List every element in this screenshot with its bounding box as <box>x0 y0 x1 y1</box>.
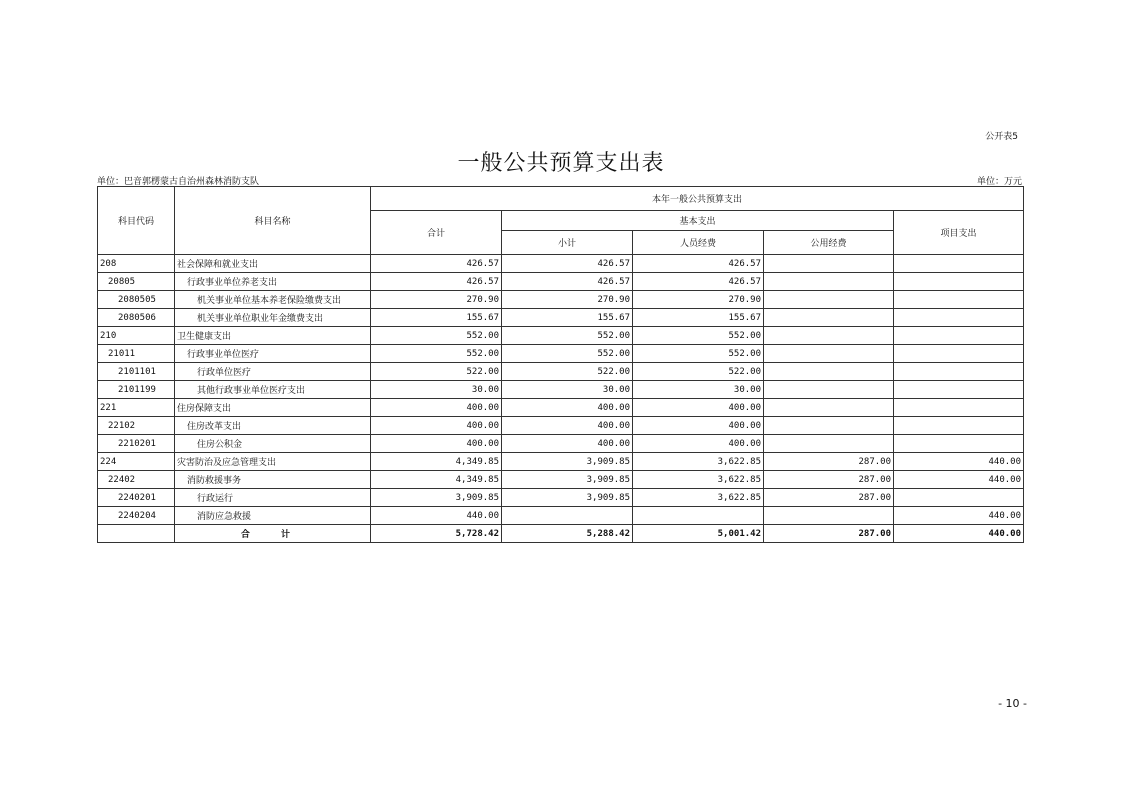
header-subtotal: 小计 <box>502 231 633 255</box>
subject-code-cell: 221 <box>98 399 175 417</box>
subject-code-cell: 20805 <box>98 273 175 291</box>
public-cell: 287.00 <box>764 489 894 507</box>
public-cell <box>764 255 894 273</box>
project-cell <box>894 399 1024 417</box>
subtotal-cell: 3,909.85 <box>502 489 633 507</box>
subtotal-cell: 155.67 <box>502 309 633 327</box>
public-cell <box>764 291 894 309</box>
personnel-cell: 3,622.85 <box>633 489 764 507</box>
total-cell: 3,909.85 <box>371 489 502 507</box>
project-cell <box>894 255 1024 273</box>
header-current-year: 本年一般公共预算支出 <box>371 187 1024 211</box>
header-public: 公用经费 <box>764 231 894 255</box>
table-row <box>98 327 1024 345</box>
subject-code-cell: 2240204 <box>98 507 175 525</box>
subtotal-cell: 270.90 <box>502 291 633 309</box>
personnel-cell: 3,622.85 <box>633 471 764 489</box>
total-cell: 552.00 <box>371 327 502 345</box>
subject-name-cell: 住房改革支出 <box>175 417 371 435</box>
table-row <box>98 507 1024 525</box>
table-row <box>98 453 1024 471</box>
total-cell: 426.57 <box>371 273 502 291</box>
personnel-cell: 552.00 <box>633 345 764 363</box>
subject-code-cell: 208 <box>98 255 175 273</box>
public-cell <box>764 417 894 435</box>
personnel-cell: 400.00 <box>633 417 764 435</box>
public-cell <box>764 273 894 291</box>
subject-code-cell: 21011 <box>98 345 175 363</box>
subtotal-cell: 30.00 <box>502 381 633 399</box>
total-sum: 5,728.42 <box>371 525 502 543</box>
total-public: 287.00 <box>764 525 894 543</box>
public-cell <box>764 363 894 381</box>
total-cell: 4,349.85 <box>371 471 502 489</box>
total-personnel: 5,001.42 <box>633 525 764 543</box>
project-cell <box>894 381 1024 399</box>
subject-name-cell: 行政事业单位医疗 <box>175 345 371 363</box>
subject-code-cell: 2080506 <box>98 309 175 327</box>
subtotal-cell: 552.00 <box>502 345 633 363</box>
subtotal-cell: 400.00 <box>502 399 633 417</box>
subtotal-cell: 3,909.85 <box>502 453 633 471</box>
subject-name-cell: 机关事业单位基本养老保险缴费支出 <box>175 291 371 309</box>
total-cell: 400.00 <box>371 399 502 417</box>
personnel-cell <box>633 507 764 525</box>
subject-name-cell: 机关事业单位职业年金缴费支出 <box>175 309 371 327</box>
project-cell <box>894 309 1024 327</box>
total-cell: 426.57 <box>371 255 502 273</box>
subtotal-cell: 426.57 <box>502 255 633 273</box>
header-name: 科目名称 <box>175 187 371 255</box>
total-cell: 552.00 <box>371 345 502 363</box>
total-code-cell <box>98 525 175 543</box>
subject-code-cell: 210 <box>98 327 175 345</box>
table-body <box>98 255 1024 525</box>
header-code: 科目代码 <box>98 187 175 255</box>
subject-name-cell: 行政事业单位养老支出 <box>175 273 371 291</box>
subject-code-cell: 2101101 <box>98 363 175 381</box>
subject-name-cell: 消防救援事务 <box>175 471 371 489</box>
subject-code-cell: 22102 <box>98 417 175 435</box>
subtotal-cell: 522.00 <box>502 363 633 381</box>
subject-code-cell: 224 <box>98 453 175 471</box>
subject-code-cell: 2240201 <box>98 489 175 507</box>
header-total: 合计 <box>371 211 502 255</box>
personnel-cell: 155.67 <box>633 309 764 327</box>
subtotal-cell: 3,909.85 <box>502 471 633 489</box>
subtotal-cell: 400.00 <box>502 417 633 435</box>
total-subtotal: 5,288.42 <box>502 525 633 543</box>
personnel-cell: 30.00 <box>633 381 764 399</box>
subtotal-cell <box>502 507 633 525</box>
page-number: - 10 - <box>998 697 1027 710</box>
project-cell <box>894 489 1024 507</box>
personnel-cell: 400.00 <box>633 399 764 417</box>
table-row <box>98 489 1024 507</box>
public-cell <box>764 399 894 417</box>
public-cell <box>764 327 894 345</box>
subtotal-cell: 426.57 <box>502 273 633 291</box>
table-row <box>98 417 1024 435</box>
total-cell: 440.00 <box>371 507 502 525</box>
project-cell <box>894 291 1024 309</box>
header-basic: 基本支出 <box>502 211 894 231</box>
table-row <box>98 291 1024 309</box>
total-label: 合 计 <box>175 525 371 543</box>
table-row <box>98 363 1024 381</box>
project-cell <box>894 417 1024 435</box>
subject-code-cell: 2080505 <box>98 291 175 309</box>
subject-name-cell: 住房保障支出 <box>175 399 371 417</box>
project-cell: 440.00 <box>894 507 1024 525</box>
public-cell <box>764 435 894 453</box>
form-code: 公开表5 <box>985 132 1018 142</box>
subject-name-cell: 行政运行 <box>175 489 371 507</box>
personnel-cell: 400.00 <box>633 435 764 453</box>
personnel-cell: 552.00 <box>633 327 764 345</box>
total-cell: 30.00 <box>371 381 502 399</box>
total-cell: 400.00 <box>371 417 502 435</box>
public-cell: 287.00 <box>764 471 894 489</box>
project-cell <box>894 327 1024 345</box>
personnel-cell: 3,622.85 <box>633 453 764 471</box>
personnel-cell: 270.90 <box>633 291 764 309</box>
subject-name-cell: 灾害防治及应急管理支出 <box>175 453 371 471</box>
public-cell <box>764 381 894 399</box>
table-row <box>98 309 1024 327</box>
header-project: 项目支出 <box>894 211 1024 255</box>
subtotal-cell: 400.00 <box>502 435 633 453</box>
table-row <box>98 273 1024 291</box>
subject-name-cell: 其他行政事业单位医疗支出 <box>175 381 371 399</box>
total-cell: 270.90 <box>371 291 502 309</box>
public-cell <box>764 309 894 327</box>
subtotal-cell: 552.00 <box>502 327 633 345</box>
organization-unit: 单位：巴音郭楞蒙古自治州森林消防支队 <box>97 177 260 187</box>
total-project: 440.00 <box>894 525 1024 543</box>
total-cell: 522.00 <box>371 363 502 381</box>
public-cell <box>764 345 894 363</box>
table-row <box>98 399 1024 417</box>
table-row <box>98 345 1024 363</box>
document-title: 一般公共预算支出表 <box>457 151 665 176</box>
project-cell <box>894 345 1024 363</box>
public-cell: 287.00 <box>764 453 894 471</box>
header-personnel: 人员经费 <box>633 231 764 255</box>
subject-code-cell: 2210201 <box>98 435 175 453</box>
subject-name-cell: 消防应急救援 <box>175 507 371 525</box>
public-cell <box>764 507 894 525</box>
project-cell <box>894 273 1024 291</box>
subject-name-cell: 社会保障和就业支出 <box>175 255 371 273</box>
total-cell: 155.67 <box>371 309 502 327</box>
project-cell <box>894 363 1024 381</box>
subject-name-cell: 卫生健康支出 <box>175 327 371 345</box>
budget-expenditure-table <box>97 186 1024 543</box>
table-row <box>98 435 1024 453</box>
subject-code-cell: 2101199 <box>98 381 175 399</box>
personnel-cell: 426.57 <box>633 255 764 273</box>
table-row <box>98 471 1024 489</box>
subject-code-cell: 22402 <box>98 471 175 489</box>
subject-name-cell: 住房公积金 <box>175 435 371 453</box>
personnel-cell: 426.57 <box>633 273 764 291</box>
project-cell <box>894 435 1024 453</box>
table-row <box>98 255 1024 273</box>
table-row <box>98 381 1024 399</box>
project-cell: 440.00 <box>894 471 1024 489</box>
currency-unit: 单位：万元 <box>976 177 1022 187</box>
project-cell: 440.00 <box>894 453 1024 471</box>
subject-name-cell: 行政单位医疗 <box>175 363 371 381</box>
total-row <box>98 525 1024 543</box>
personnel-cell: 522.00 <box>633 363 764 381</box>
total-cell: 400.00 <box>371 435 502 453</box>
total-cell: 4,349.85 <box>371 453 502 471</box>
